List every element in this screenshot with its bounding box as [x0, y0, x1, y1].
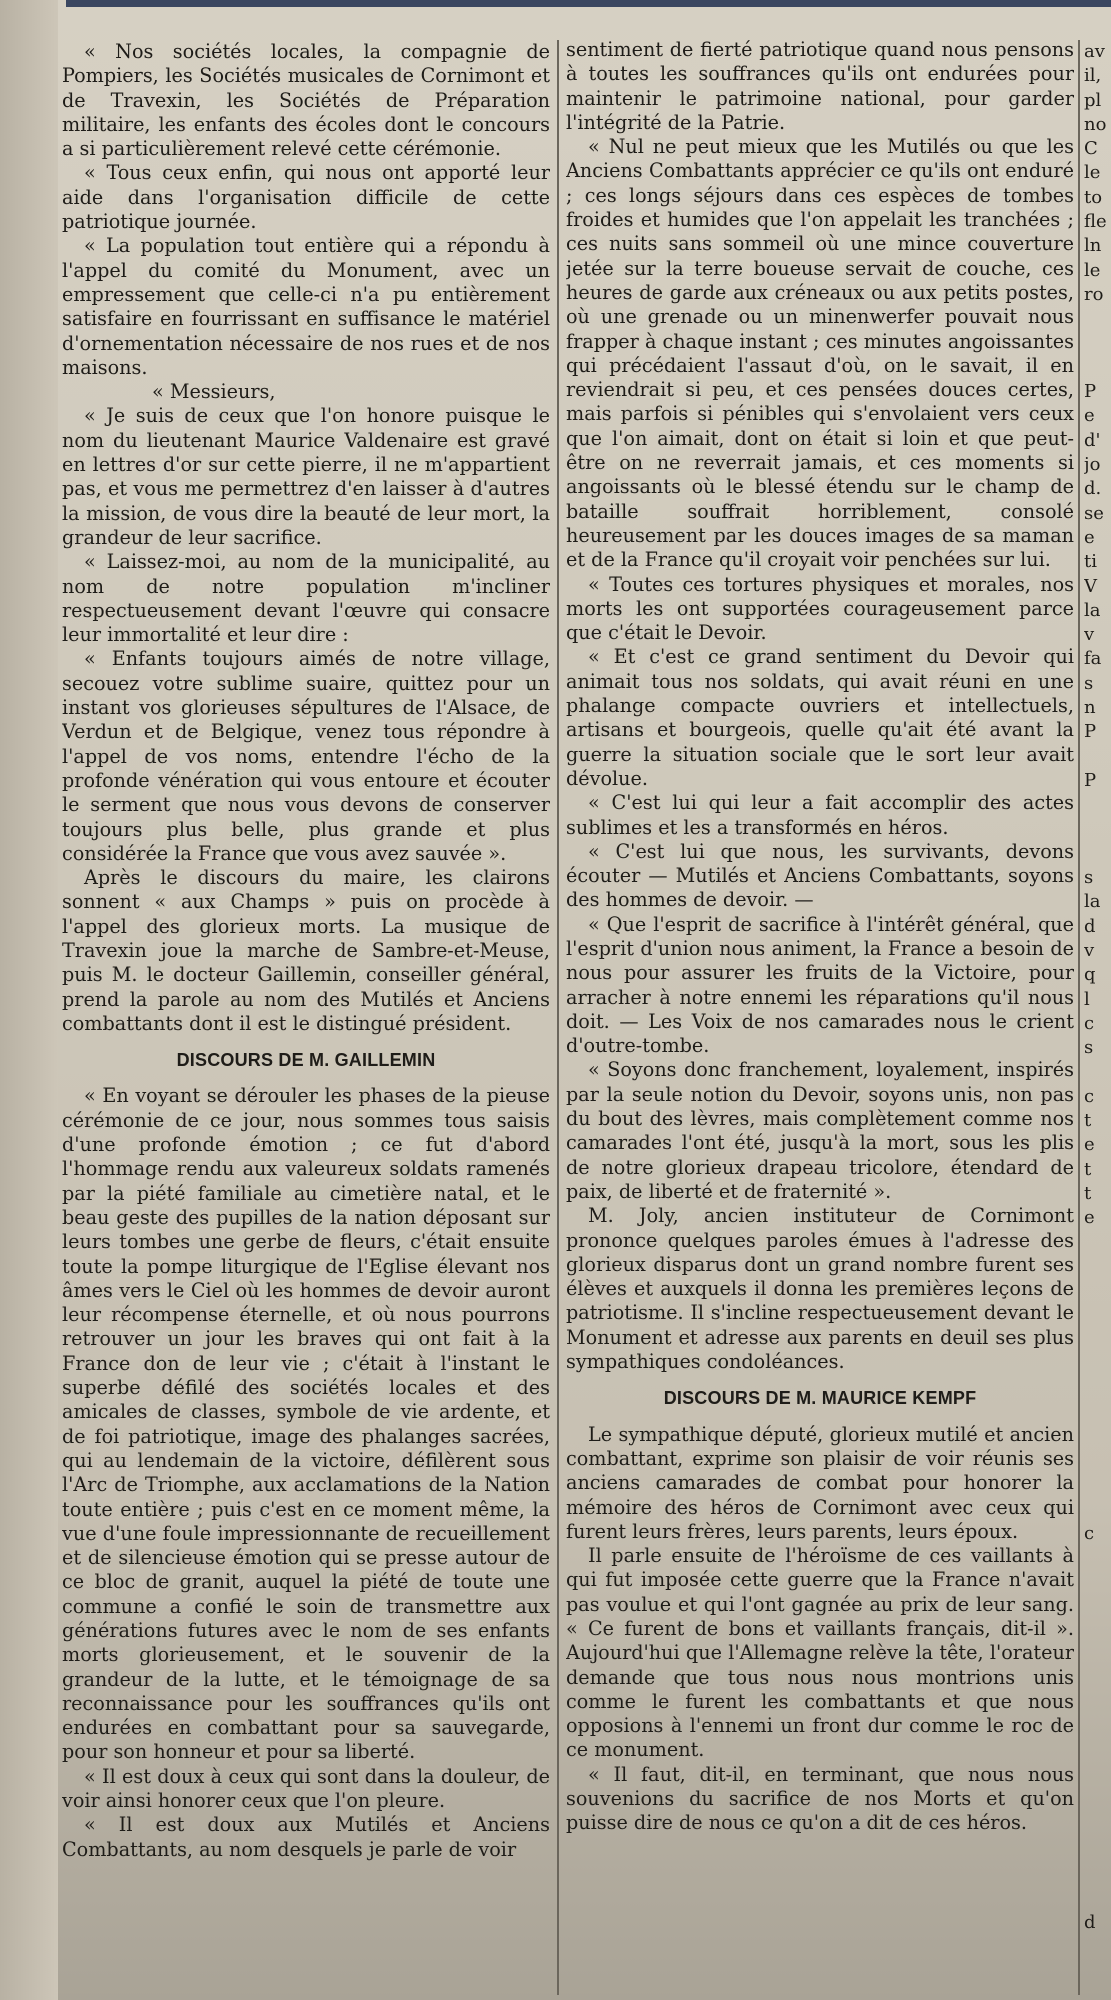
cut-off-text-fragment: t: [1084, 1158, 1092, 1180]
cut-off-text-fragment: [1084, 1619, 1111, 1643]
cut-off-text-fragment: C: [1084, 138, 1098, 160]
cut-off-text-fragment: ln: [1084, 235, 1102, 257]
cut-off-text-fragment: [1084, 1741, 1111, 1765]
cut-off-text-fragment: s: [1084, 672, 1094, 694]
paragraph: « Tous ceux enfin, qui nous ont apporté leur aide dans l'organisation difficile de cette patriotique journée.: [62, 161, 550, 234]
cut-off-text-fragment: [1084, 1498, 1111, 1522]
cut-off-text-fragment: e: [1084, 405, 1095, 427]
paragraph: M. Joly, ancien instituteur de Cornimont prononce quelques paroles émues à l'adresse des glorieux disparus dont un grand nombre furent ses élèves et auxquels il donna les premières leçons de patriotisme. Il s'incline respectueusement devant le Monument et adresse aux parents en deuil ses plus sympathiques condoléances.: [566, 1204, 1074, 1374]
cut-off-text-fragment: d: [1084, 1911, 1096, 1933]
cut-off-text-fragment: v: [1084, 624, 1095, 646]
cut-off-text-fragment: c: [1084, 1523, 1095, 1545]
paragraph: « Il est doux à ceux qui sont dans la douleur, de voir ainsi honorer ceux que l'on pleure.: [62, 1764, 550, 1813]
cut-off-text-fragment: [1084, 1668, 1111, 1692]
cut-off-text-fragment: [1084, 356, 1111, 380]
paragraph: « Il faut, dit-il, en terminant, que nous nous souvenions du sacrifice de nos Morts et qu'on puisse dire de nous ce qu'on a dit de ces héros.: [566, 1762, 1074, 1835]
cut-off-text-fragment: [1084, 745, 1111, 769]
cut-off-text-fragment: [1084, 1352, 1111, 1376]
paragraph: « La population tout entière qui a répondu à l'appel du comité du Monument, avec un empressement que celle-ci n'a pu entièrement satisfaire en fourrissant en suffisance le matériel d'ornementation nécessaire de nos rues et de nos maisons.: [62, 234, 550, 379]
cut-off-text-fragment: e: [1084, 526, 1095, 548]
column-divider-1: [557, 40, 559, 1995]
cut-off-text-fragment: [1084, 332, 1111, 356]
cut-off-text-fragment: d.: [1084, 478, 1102, 500]
cut-off-text-fragment: [1084, 1789, 1111, 1813]
paragraph: Après le discours du maire, les clairons sonnent « aux Champs » puis on procède à l'appel des glorieux morts. La musique de Travexin joue la marche de Sambre-et-Meuse, puis M. le docteur Gaillemin, conseiller général, prend la parole au nom des Mutilés et Anciens combattants dont il est le distingué président.: [62, 866, 550, 1035]
top-border-rule: [66, 0, 1111, 7]
cut-off-text-fragment: [1084, 1644, 1111, 1668]
paragraph: « Nos sociétés locales, la compagnie de Pompiers, les Sociétés musicales de Cornimont et de Travexin, les Sociétés de Préparation militaire, les enfants des écoles dont le concours a si particulièrement relevé cette cérémonie.: [62, 40, 550, 161]
cut-off-text-fragment: to: [1084, 186, 1103, 208]
cut-off-text-fragment: jo: [1084, 454, 1101, 476]
paragraph: « Que l'esprit de sacrifice à l'intérêt général, que l'esprit d'union nous animent, la France a besoin de nous pour assurer les fruits de la Victoire, pour arracher à notre ennemi les réparations qu'il nous doit. — Les Voix de nos camarades nous le crient d'outre-tombe.: [566, 912, 1074, 1058]
salutation: « Messieurs,: [152, 380, 276, 404]
paragraph: « Soyons donc franchement, loyalement, inspirés par la seule notion du Devoir, soyons unis, non pas du bout des lèvres, mais complètement comme nos camarades l'ont été, jusqu'à la mort, sous les plis de notre glorieux drapeau tricolore, étendard de paix, de liberté et de fraternité ».: [566, 1058, 1074, 1203]
cut-off-text-fragment: t: [1084, 1182, 1092, 1204]
cut-off-text-fragment: av: [1084, 41, 1105, 62]
cut-off-text-fragment: [1084, 1474, 1111, 1498]
paragraph: Il parle ensuite de l'héroïsme de ces vaillants à qui fut imposée cette guerre que la France n'avait pas voulue et qui l'ont gagnée au prix de leur sang. « Ce furent de bons et vaillants français, dit-il ». Aujourd'hui que l'Allemagne relève la tête, l'orateur demande que tous nous nous montrions unis comme le furent les combattants et que nous opposions à l'ennemi un front dur comme le roc de ce monument.: [566, 1544, 1074, 1762]
right-column-cut-off: [1084, 40, 1111, 1995]
cut-off-text-fragment: [1084, 1814, 1111, 1838]
cut-off-text-fragment: se: [1084, 502, 1104, 524]
left-column: [62, 40, 550, 1995]
paragraph: « Il est doux aux Mutilés et Anciens Combattants, au nom desquels je parle de voir: [62, 1813, 550, 1861]
middle-column: [566, 38, 1074, 1995]
cut-off-text-fragment: e: [1084, 1134, 1095, 1156]
cut-off-text-fragment: [1084, 1571, 1111, 1595]
paragraph: « En voyant se dérouler les phases de la pieuse cérémonie de ce jour, nous sommes tous saisis d'une profonde émotion ; ce fut d'abord l'hommage rendu aux valeureux soldats ramenés par la piété familiale au cimetière natal, et le beau geste des pupilles de la nation déposant sur leurs tombes une gerbe de fleurs, c'était ensuite toute la pompe liturgique de l'Eglise élevant nos âmes vers le Ciel où les hommes de devoir auront leur récompense éternelle, et où nous pourrons retrouver un jour les braves qui ont fait à la France don de leur vie ; c'était à l'instant le superbe défilé des sociétés locales et des amicales de classes, symbole de vie ardente, et de foi patriotique, image des phalanges sacrées, qui au lendemain de la victoire, défilèrent sous l'Arc de Triomphe, aux acclamations de la Nation toute entière ; puis c'est en ce moment même, la vue d'une foule impressionnante de recueillement et de silencieuse émotion qui se presse autour de ce bloc de granit, auquel la piété de toute une commune a confié le soin de transmettre aux générations futures avec le nom de ses enfants morts glorieusement, et le souvenir de la grandeur de la lutte, et le témoignage de sa reconnaissance pour les souffrances qu'ils ont endurées en combattant pour sa sauvegarde, pour son honneur et pour sa liberté.: [62, 1084, 550, 1764]
cut-off-text-fragment: [1084, 1595, 1111, 1619]
cut-off-text-fragment: [1084, 793, 1111, 817]
cut-off-text-fragment: q: [1084, 964, 1096, 986]
cut-off-text-fragment: l: [1084, 988, 1090, 1010]
cut-off-text-fragment: s: [1084, 867, 1094, 889]
cut-off-text-fragment: c: [1084, 1085, 1095, 1107]
cut-off-text-fragment: la: [1084, 599, 1101, 621]
paragraph: sentiment de fierté patriotique quand nous pensons à toutes les souffrances qu'ils ont endurées pour maintenir le patrimoine national, pour garder l'intégrité de la Patrie.: [566, 38, 1074, 134]
cut-off-text-fragment: [1084, 307, 1111, 331]
cut-off-text-fragment: P: [1084, 381, 1097, 403]
paragraph: « Et c'est ce grand sentiment du Devoir qui animait tous nos soldats, qui avait réuni en une phalange compacte ouvriers et intellectuels, artisans et bourgeois, quelle qu'ait été avant la guerre la situation sociale que le sort leur avait dévolue.: [566, 645, 1074, 790]
cut-off-text-fragment: [1084, 1692, 1111, 1716]
paragraph: « C'est lui que nous, les survivants, devons écouter — Mutilés et Anciens Combattants, soyons des hommes de devoir. —: [566, 839, 1074, 912]
section-heading-kempf: DISCOURS DE M. MAURICE KEMPF: [663, 1388, 977, 1409]
cut-off-text-fragment: le: [1084, 162, 1101, 184]
cut-off-text-fragment: fle: [1084, 211, 1107, 233]
cut-off-text-fragment: [1084, 1231, 1111, 1255]
cut-off-text-fragment: le: [1084, 259, 1101, 281]
cut-off-text-fragment: no: [1084, 113, 1107, 135]
cut-off-text-fragment: P: [1084, 721, 1097, 743]
cut-off-text-fragment: t: [1084, 1110, 1092, 1132]
cut-off-text-fragment: [1084, 1255, 1111, 1279]
cut-off-text-fragment: [1084, 1060, 1111, 1084]
paragraph: Le sympathique député, glorieux mutilé et ancien combattant, exprime son plaisir de voir réunis ses anciens camarades de combat pour honorer la mémoire des héros de Cornimont avec ceux qui furent leurs frères, leurs parents, leurs époux.: [566, 1422, 1074, 1543]
cut-off-text-fragment: d: [1084, 915, 1096, 937]
paragraph: « Je suis de ceux que l'on honore puisque le nom du lieutenant Maurice Valdenaire est gravé en lettres d'or sur cette pierre, il ne m'appartient pas, et vous me permettrez d'en laisser à d'autres la mission, de vous dire la beauté de leur mort, la grandeur de leur sacrifice.: [62, 404, 550, 549]
cut-off-text-fragment: d': [1084, 429, 1101, 451]
cut-off-text-fragment: P: [1084, 769, 1097, 791]
paragraph: « C'est lui qui leur a fait accomplir des actes sublimes et les a transformés en héros.: [566, 791, 1074, 839]
cut-off-text-fragment: c: [1084, 1012, 1095, 1034]
paragraph: « Toutes ces tortures physiques et morales, nos morts les ont supportées courageusement parce que c'était le Devoir.: [566, 572, 1074, 645]
cut-off-text-fragment: s: [1084, 1037, 1094, 1059]
cut-off-text-fragment: n: [1084, 697, 1096, 719]
cut-off-text-fragment: [1084, 1401, 1111, 1425]
column-divider-2: [1078, 40, 1080, 1995]
cut-off-text-fragment: ro: [1084, 283, 1104, 305]
cut-off-text-fragment: fa: [1084, 648, 1102, 670]
cut-off-text-fragment: il,: [1084, 65, 1102, 87]
cut-off-text-fragment: [1084, 1449, 1111, 1473]
cut-off-text-fragment: [1084, 1887, 1111, 1911]
cut-off-text-fragment: [1084, 818, 1111, 842]
cut-off-text-fragment: ti: [1084, 551, 1097, 573]
cut-off-text-fragment: V: [1084, 575, 1097, 597]
cut-off-text-fragment: [1084, 1425, 1111, 1449]
section-heading-gaillemin: DISCOURS DE M. GAILLEMIN: [176, 1050, 436, 1071]
cut-off-text-fragment: [1084, 1838, 1111, 1862]
cut-off-text-fragment: e: [1084, 1207, 1095, 1229]
cut-off-text-fragment: la: [1084, 891, 1101, 913]
cut-off-text-fragment: [1084, 1279, 1111, 1303]
paragraph: « Nul ne peut mieux que les Mutilés ou que les Anciens Combattants apprécier ce qu'ils ont enduré ; ces longs séjours dans ces espèces de tombes froides et humides que l'on appelait les tranchées ; ces nuits sans sommeil où une mince couverture jetée sur la terre boueuse servait de couche, ces heures de garde aux créneaux ou aux petits postes, où une grenade ou un minenwerfer pouvait nous frapper à chaque instant ; ces minutes angoissantes qui précédaient l'assaut d'où, on le savait, il en reviendrait si peu, et ces pensées douces certes, mais parfois si pénibles qui s'envolaient vers ceux que l'on aimait, dont on était si loin et que peut-être on ne reverrait jamais, et ces moments si angoissants où le blessé étendu sur le champ de bataille souffrait horriblement, consolé heureusement par les douces images de sa maman et de la France qu'il croyait voir penchées sur lui.: [566, 135, 1074, 572]
cut-off-text-fragment: [1084, 1765, 1111, 1789]
cut-off-text-fragment: [1084, 842, 1111, 866]
cut-off-text-fragment: v: [1084, 939, 1095, 961]
page-gutter-shadow: [0, 0, 58, 2000]
paragraph: « Laissez-moi, au nom de la municipalité, au nom de notre population m'incliner respectueusement devant l'œuvre qui consacre leur immortalité et leur dire :: [62, 550, 550, 647]
cut-off-text-fragment: [1084, 1546, 1111, 1570]
cut-off-text-fragment: [1084, 1328, 1111, 1352]
cut-off-text-fragment: [1084, 1303, 1111, 1327]
cut-off-text-fragment: [1084, 1862, 1111, 1886]
cut-off-text-fragment: [1084, 1716, 1111, 1740]
paragraph: « Enfants toujours aimés de notre village, secouez votre sublime suaire, quittez pour un instant vos glorieuses sépultures de l'Alsace, de Verdun et de Belgique, venez tous répondre à l'appel de vos noms, entendre l'écho de la profonde vénération qui vous entoure et écouter le serment que nous vous devons de conserver toujours plus belle, plus grande et plus considérée la France que vous avez sauvée ».: [62, 647, 550, 865]
cut-off-text-fragment: pl: [1084, 89, 1102, 111]
cut-off-text-fragment: [1084, 1376, 1111, 1400]
